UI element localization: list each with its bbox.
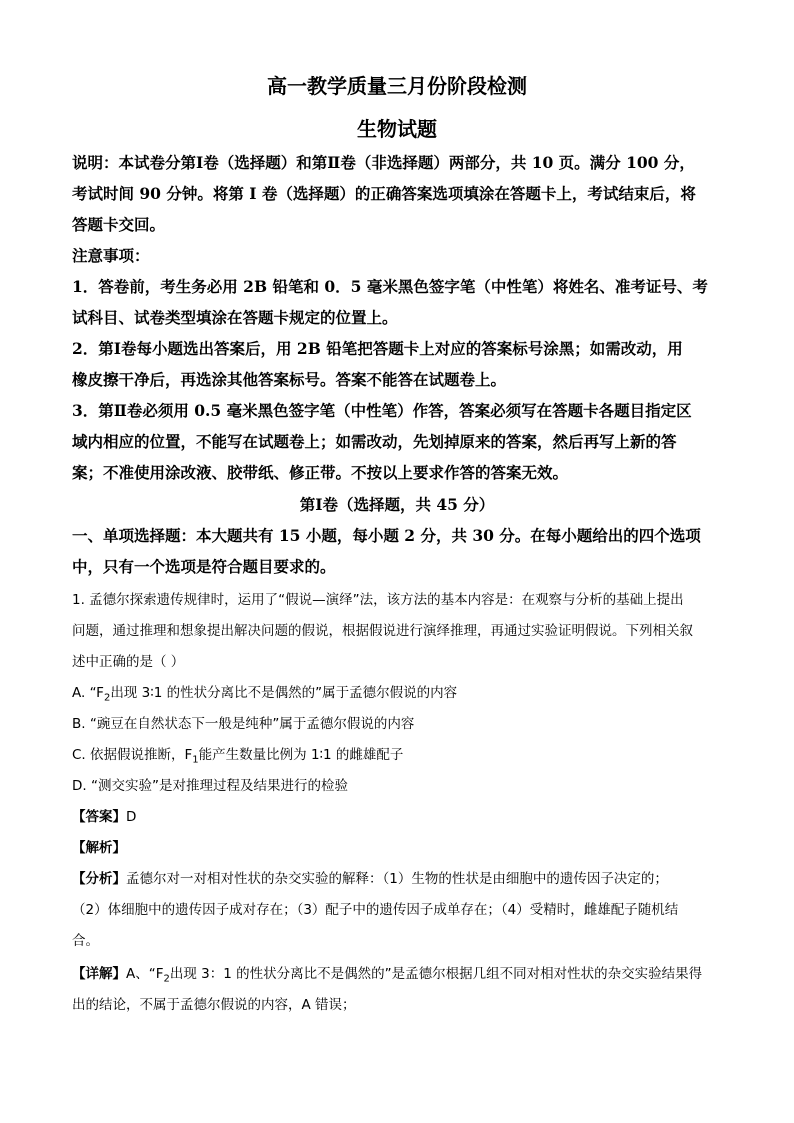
note-2-line-2: 橡皮擦干净后，再选涂其他答案标号。答案不能答在试题卷上。 — [72, 370, 507, 389]
xiangjie-line-2: 出的结论，不属于孟德尔假说的内容，A 错误； — [72, 997, 356, 1013]
note-3-line-3: 案；不准使用涂改液、胶带纸、修正带。不按以上要求作答的答案无效。 — [72, 463, 569, 482]
part-instruction-line-2: 中，只有一个选项是符合题目要求的。 — [72, 557, 336, 576]
section-title: 第Ⅰ卷（选择题，共 45 分） — [299, 495, 495, 514]
note-3-line-1: 3．第Ⅱ卷必须用 0.5 毫米黑色签字笔（中性笔）作答，答案必须写在答题卡各题目指定区 — [72, 401, 692, 420]
analysis-tag: 【解析】 — [72, 840, 126, 856]
note-2-line-1: 2．第Ⅰ卷每小题选出答案后，用 2B 铅笔把答题卡上对应的答案标号涂黑；如需改动，用 — [72, 339, 683, 358]
option-a: A. “$F_2$出现 3∶1 的性状分离比不是偶然的”属于孟德尔假说的内容 — [72, 685, 458, 704]
question-stem-line-1: 1. 孟德尔探索遗传规律时，运用了“假说—演绎”法，该方法的基本内容是：在观察与分析的基础上提出 — [72, 592, 684, 608]
note-1-line-2: 试科目、试卷类型填涂在答题卡规定的位置上。 — [72, 308, 398, 327]
note-1-line-1: 1．答卷前，考生务必用 2B 铅笔和 0．5 毫米黑色签字笔（中性笔）将姓名、准考证号、考 — [72, 277, 708, 296]
fenxi-line-2: （2）体细胞中的遗传因子成对存在；（3）配子中的遗传因子成单存在；（4）受精时，雌雄配子随机结 — [72, 902, 679, 918]
question-stem-line-2: 问题，通过推理和想象提出解决问题的假说，根据假说进行演绎推理，再通过实验证明假说。下列相关叙 — [72, 623, 693, 639]
fenxi-line-1: 【分析】孟德尔对一对相对性状的杂交实验的解释：（1）生物的性状是由细胞中的遗传因子决定的； — [72, 871, 668, 887]
part-instruction-line-1: 一、单项选择题：本大题共有 15 小题，每小题 2 分，共 30 分。在每小题给出的四个选项 — [72, 526, 701, 545]
answer-line — [72, 805, 136, 825]
answer-value: D — [126, 809, 137, 825]
fenxi-tag: 【分析】 — [72, 871, 126, 887]
question-stem-line-3: 述中正确的是（ ） — [72, 654, 185, 670]
answer-tag: 【答案】 — [72, 809, 126, 825]
option-b: B. “豌豆在自然状态下一般是纯种”属于孟德尔假说的内容 — [72, 716, 415, 732]
subject-title: 生物试题 — [357, 117, 437, 141]
intro-line-1: 说明：本试卷分第Ⅰ卷（选择题）和第Ⅱ卷（非选择题）两部分，共 10 页。满分 100 分， — [72, 153, 695, 172]
notes-heading: 注意事项： — [72, 246, 150, 265]
exam-title: 高一教学质量三月份阶段检测 — [267, 74, 527, 98]
xiangjie-line-1: 【详解】A、“$F_2$出现 3：1 的性状分离比不是偶然的”是孟德尔根据几组不同对相对性状的杂交实验结果得 — [72, 966, 703, 985]
note-3-line-2: 域内相应的位置，不能写在试题卷上；如需改动，先划掉原来的答案，然后再写上新的答 — [72, 432, 677, 451]
option-c: C. 依据假说推断，$F_1$能产生数量比例为 1∶1 的雌雄配子 — [72, 747, 404, 766]
fenxi-line-3: 合。 — [72, 933, 99, 949]
option-d: D. “测交实验”是对推理过程及结果进行的检验 — [72, 778, 348, 794]
xiangjie-tag: 【详解】 — [72, 966, 126, 982]
intro-line-2: 考试时间 90 分钟。将第 Ⅰ 卷（选择题）的正确答案选项填涂在答题卡上，考试结束后，将 — [72, 184, 696, 203]
intro-line-3: 答题卡交回。 — [72, 215, 166, 234]
